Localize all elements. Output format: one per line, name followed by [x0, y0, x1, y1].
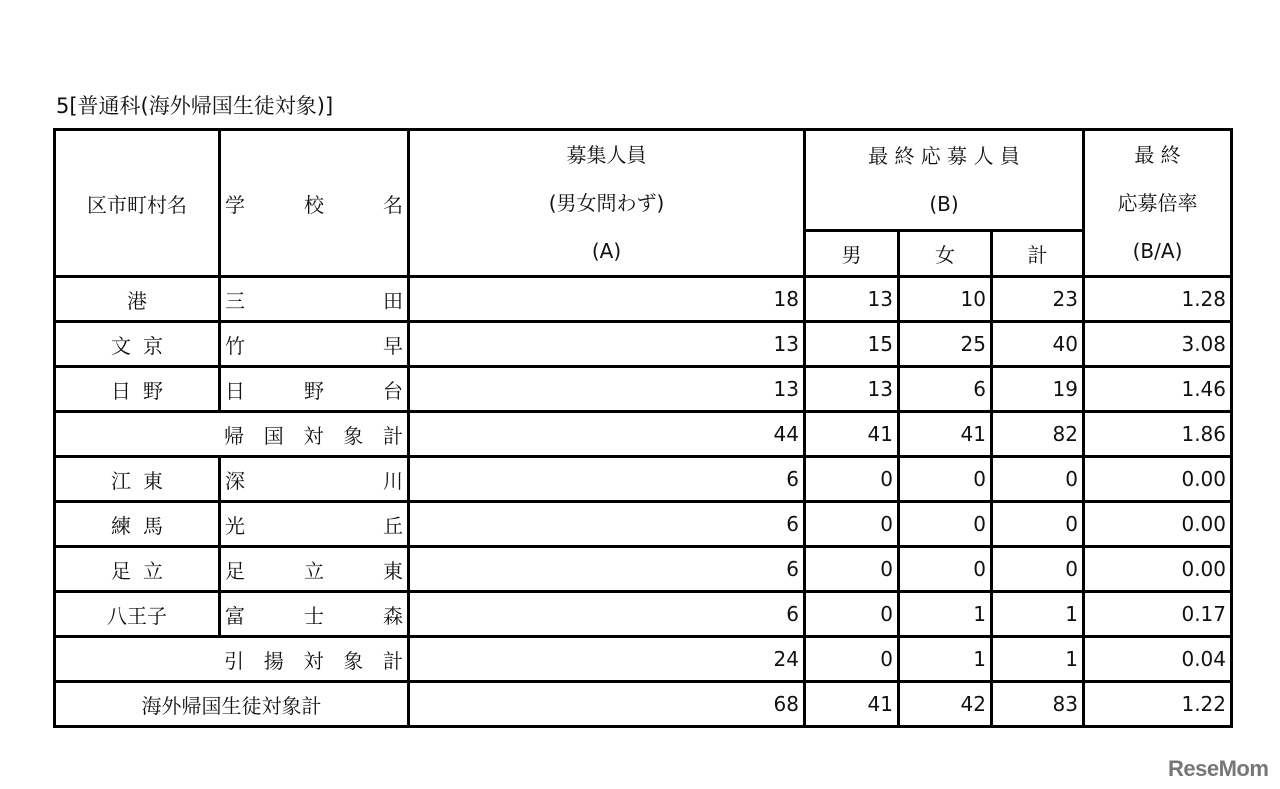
- region-cell: 八王子: [55, 592, 220, 637]
- header-applicants-line: 最 終 応 募 人 員: [868, 144, 1020, 169]
- capacity-cell: 6: [409, 547, 805, 592]
- region-cell: 日野: [55, 367, 220, 412]
- header-applicants: [805, 130, 1084, 231]
- ratio-cell: 1.28: [1084, 277, 1232, 322]
- header-row: [55, 130, 1232, 231]
- total-cell: 23: [992, 277, 1084, 322]
- table-row: [55, 457, 1232, 502]
- subtotal-label: 引揚対象計: [55, 637, 409, 682]
- school-cell: 光丘: [220, 502, 409, 547]
- header-school: 学校名: [220, 130, 409, 277]
- female-cell: 10: [899, 277, 992, 322]
- ratio-cell: 3.08: [1084, 322, 1232, 367]
- region-cell: 港: [55, 277, 220, 322]
- female-cell: 1: [899, 637, 992, 682]
- ratio-cell: 0.04: [1084, 637, 1232, 682]
- ratio-cell: 0.00: [1084, 502, 1232, 547]
- ratio-cell: 1.86: [1084, 412, 1232, 457]
- total-cell: 19: [992, 367, 1084, 412]
- ratio-cell: 0.00: [1084, 547, 1232, 592]
- total-cell: 1: [992, 592, 1084, 637]
- male-cell: 0: [805, 637, 899, 682]
- table-row: [55, 682, 1232, 727]
- female-cell: 0: [899, 457, 992, 502]
- header-applicants-line: (B): [929, 192, 959, 217]
- total-cell: 1: [992, 637, 1084, 682]
- header-region: 区市町村名: [55, 130, 220, 277]
- table-row: [55, 412, 1232, 457]
- region-cell: 足立: [55, 547, 220, 592]
- header-capacity: [409, 130, 805, 277]
- region-cell: 江東: [55, 457, 220, 502]
- male-cell: 13: [805, 277, 899, 322]
- capacity-cell: 13: [409, 367, 805, 412]
- applicants-table: [53, 128, 1233, 728]
- capacity-cell: 6: [409, 457, 805, 502]
- table-title: 5[普通科(海外帰国生徒対象)]: [56, 94, 334, 118]
- header-ratio-line: 最 終: [1134, 143, 1181, 167]
- header-ratio-line: (B/A): [1132, 239, 1183, 263]
- total-cell: 0: [992, 502, 1084, 547]
- school-cell: 富士森: [220, 592, 409, 637]
- male-cell: 13: [805, 367, 899, 412]
- capacity-cell: 68: [409, 682, 805, 727]
- table-row: [55, 592, 1232, 637]
- header-capacity-line: 募集人員: [566, 143, 647, 167]
- table-row: [55, 322, 1232, 367]
- male-cell: 0: [805, 592, 899, 637]
- table-row: [55, 367, 1232, 412]
- ratio-cell: 1.22: [1084, 682, 1232, 727]
- resemom-logo: ReseMom: [1168, 756, 1269, 781]
- total-cell: 82: [992, 412, 1084, 457]
- capacity-cell: 24: [409, 637, 805, 682]
- male-cell: 0: [805, 502, 899, 547]
- school-cell: 三田: [220, 277, 409, 322]
- school-cell: 竹早: [220, 322, 409, 367]
- table-row: [55, 277, 1232, 322]
- school-cell: 足立東: [220, 547, 409, 592]
- region-cell: 練馬: [55, 502, 220, 547]
- female-cell: 25: [899, 322, 992, 367]
- capacity-cell: 18: [409, 277, 805, 322]
- ratio-cell: 0.17: [1084, 592, 1232, 637]
- table-row: [55, 637, 1232, 682]
- header-male: 男: [805, 231, 899, 277]
- capacity-cell: 6: [409, 592, 805, 637]
- female-cell: 1: [899, 592, 992, 637]
- male-cell: 0: [805, 457, 899, 502]
- header-capacity-line: (男女問わず): [548, 191, 665, 215]
- school-cell: 深川: [220, 457, 409, 502]
- header-female: 女: [899, 231, 992, 277]
- total-cell: 0: [992, 547, 1084, 592]
- subtotal-label: 帰国対象計: [55, 412, 409, 457]
- ratio-cell: 1.46: [1084, 367, 1232, 412]
- header-ratio: [1084, 130, 1232, 277]
- table-row: [55, 547, 1232, 592]
- female-cell: 0: [899, 547, 992, 592]
- header-ratio-line: 応募倍率: [1117, 191, 1198, 215]
- male-cell: 41: [805, 412, 899, 457]
- ratio-cell: 0.00: [1084, 457, 1232, 502]
- region-cell: 文京: [55, 322, 220, 367]
- male-cell: 0: [805, 547, 899, 592]
- male-cell: 15: [805, 322, 899, 367]
- female-cell: 6: [899, 367, 992, 412]
- capacity-cell: 6: [409, 502, 805, 547]
- total-cell: 0: [992, 457, 1084, 502]
- school-cell: 日野台: [220, 367, 409, 412]
- capacity-cell: 44: [409, 412, 805, 457]
- female-cell: 0: [899, 502, 992, 547]
- capacity-cell: 13: [409, 322, 805, 367]
- male-cell: 41: [805, 682, 899, 727]
- total-cell: 40: [992, 322, 1084, 367]
- table-row: [55, 502, 1232, 547]
- female-cell: 42: [899, 682, 992, 727]
- header-total: 計: [992, 231, 1084, 277]
- female-cell: 41: [899, 412, 992, 457]
- grandtotal-label: 海外帰国生徒対象計: [55, 682, 409, 727]
- header-capacity-line: (A): [591, 239, 622, 263]
- total-cell: 83: [992, 682, 1084, 727]
